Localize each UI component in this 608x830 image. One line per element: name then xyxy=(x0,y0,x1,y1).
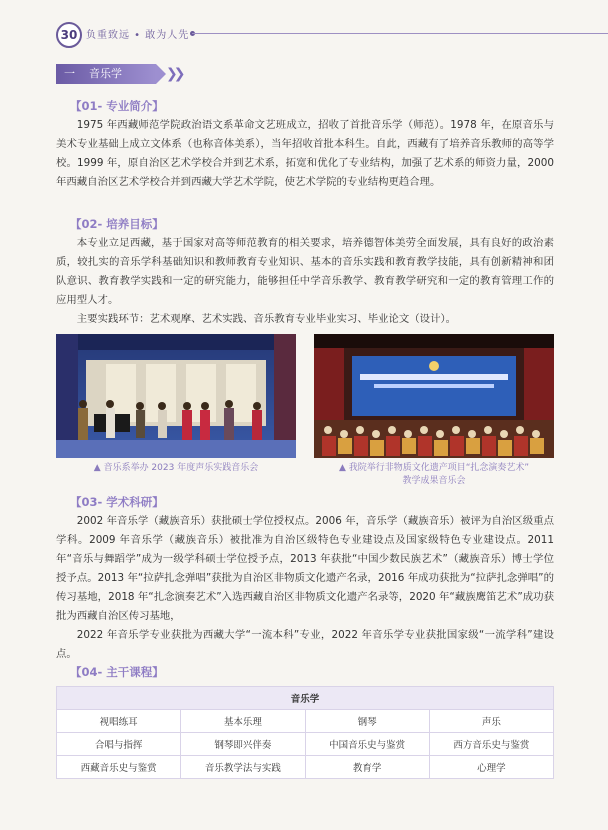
photo-zhanian-concert xyxy=(314,334,554,458)
course-cell: 钢琴即兴伴奏 xyxy=(181,733,305,756)
photo-vocal-concert xyxy=(56,334,296,458)
course-cell: 钢琴 xyxy=(305,710,429,733)
table-row xyxy=(57,756,554,779)
table-header-row xyxy=(57,687,554,710)
research-heading: 【03- 学术科研】 xyxy=(70,495,164,509)
header-slogan: 负重致远 • 敢为人先 xyxy=(86,30,190,41)
goals-paragraphs: 本专业立足西藏，基于国家对高等师范教育的相关要求，培养德智体美劳全面发展，具有良好的政治素质，较扎实的音乐学科基础知识和教师教育专业知识、基本的音乐实践和教育教学技能，具有创新精神和团队意识、教育教学实践和一定的研究能力，能够担任中学音乐教学、教育教学研究和一定的教育管理工作的应用型人才。 主要实践环节：艺术观摩、艺术实践、音乐教育专业毕业实习、毕业论文（设计）。 xyxy=(56,237,554,325)
courses-heading: 【04- 主干课程】 xyxy=(70,665,164,679)
course-cell: 合唱与指挥 xyxy=(57,733,181,756)
page-number: 30 xyxy=(56,22,82,48)
section-title: 音乐学 xyxy=(89,67,122,80)
right-photo-caption: ▲ 我院举行非物质文化遗产项目“扎念演奏艺术” 教学成果音乐会 xyxy=(338,463,530,486)
course-cell: 基本乐理 xyxy=(181,710,305,733)
table-row xyxy=(57,733,554,756)
table-row xyxy=(57,710,554,733)
course-cell: 视唱练耳 xyxy=(57,710,181,733)
course-cell: 心理学 xyxy=(429,756,553,779)
course-cell: 音乐教学法与实践 xyxy=(181,756,305,779)
section-banner xyxy=(56,64,182,84)
header-divider xyxy=(192,33,608,34)
course-cell: 西方音乐史与鉴赏 xyxy=(429,733,553,756)
concert-ensemble-image xyxy=(314,334,554,458)
course-cell: 教育学 xyxy=(305,756,429,779)
courses-table xyxy=(56,686,554,779)
section-number: 一 xyxy=(64,67,75,80)
course-cell: 声乐 xyxy=(429,710,553,733)
concert-stage-image xyxy=(56,334,296,458)
chevron-right-icon: ❯❯ xyxy=(166,66,182,82)
left-photo-caption: ▲ 音乐系举办 2023 年度声乐实践音乐会 xyxy=(93,463,259,473)
course-cell: 中国音乐史与鉴赏 xyxy=(305,733,429,756)
course-cell: 西藏音乐史与鉴赏 xyxy=(57,756,181,779)
research-paragraphs: 2002 年音乐学（藏族音乐）获批硕士学位授权点。2006 年，音乐学（藏族音乐）被评为自治区级重点学科。2009 年音乐学（藏族音乐）被批准为自治区级特色专业建设点及国家级特色专业建设点。2011 年“音乐与舞蹈学”成为一级学科硕士学位授予点，2013 年获批“中国少数民族艺术”（藏族音乐）博士学位授予点。2013 年“拉萨扎念弹唱”获批为自治区非物质文化遗产名录，2016 年成功获批为“拉萨扎念弹唱”的传习基地，2018 年“扎念演奏艺术”入选西藏自治区非物质文化遗产名录等，2020 年“藏族鹰笛艺术”成功获批为西藏自治区传习基地， 2022 年音乐学专业获批为西藏大学“一流本科”专业，2022 年音乐学专业获批国家级“一流学科”建设点。 xyxy=(56,515,554,660)
intro-paragraph: 1975 年西藏师范学院政治语文系革命文艺班成立，招收了首批音乐学（师范）。1978 年，在原音乐与美术专业基础上成立文体系（也称音体美系），当年招收首批本科生。自此，西藏有了培养音乐教师的高等学校。1999 年，原自治区艺术学校合并到艺术系，拓宽和优化了专业结构，加强了艺术系的师资力量，2000 年西藏自治区艺术学校合并到西藏大学艺术学院，使艺术学院的专业结构更趋合理。 xyxy=(56,119,554,188)
page-header xyxy=(0,0,608,50)
intro-heading: 【01- 专业简介】 xyxy=(70,99,164,113)
table-title: 音乐学 xyxy=(57,687,554,710)
goals-heading: 【02- 培养目标】 xyxy=(70,217,164,231)
